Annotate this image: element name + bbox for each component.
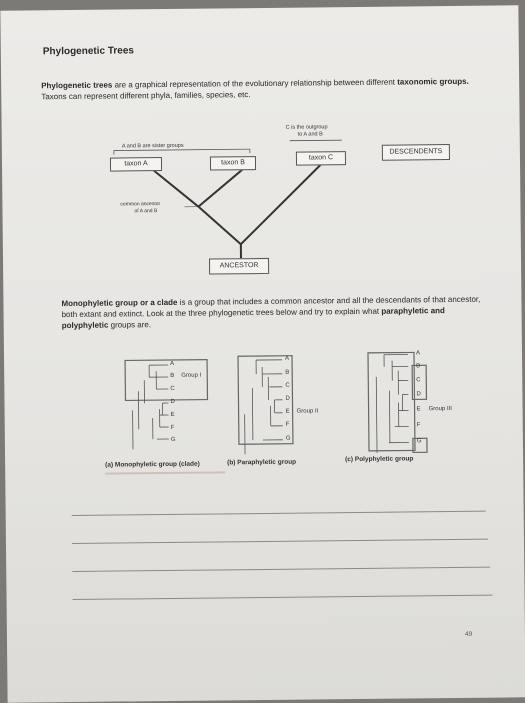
monophyletic-text-2: groups are. [108,320,151,329]
tree-c-letter-b: B [416,363,420,369]
tree-a-letter-c: C [170,386,174,392]
tree-a-letter-d: D [170,399,174,405]
intro-term-2: taxonomic groups. [397,77,469,87]
tree-b-letter-c: C [285,383,289,389]
taxon-c-box: taxon C [296,151,346,166]
intro-term: Phylogenetic trees [41,81,112,91]
page-title: Phylogenetic Trees [43,45,134,57]
tree-a-letter-g: G [171,437,176,443]
monophyletic-term: Monophyletic group or a clade [61,298,177,308]
tree-a-letter-f: F [171,425,175,431]
group-trees-figure [0,5,518,10]
worksheet-page [0,5,525,702]
tree-c-letter-c: C [416,377,420,383]
tree-b-letter-a: A [285,356,289,362]
answer-line-4 [73,595,493,600]
outgroup-label-1: C is the outgroup [286,124,328,130]
answer-line-2 [72,539,488,544]
answer-line-3 [72,567,490,572]
group-i-label: Group I [181,373,201,379]
group-iii-label: Group III [429,406,452,412]
descendents-box: DESCENDENTS [382,144,450,161]
tree-c-letter-a: A [416,350,420,356]
sister-groups-label: A and B are sister groups [122,143,184,150]
tree-c-letter-e: E [417,406,421,412]
answer-line-1 [72,511,486,516]
tree-b-letter-b: B [285,370,289,376]
caption-polyphyletic: (c) Polyphyletic group [345,455,413,463]
tree-b-letter-e: E [286,409,290,415]
page-number: 49 [465,631,472,638]
common-ancestor-label-1: common ancestor [120,201,160,207]
small-trees [0,5,523,510]
tree-c-letter-f: F [417,422,421,428]
ancestor-box: ANCESTOR [209,258,269,275]
tree-b-letter-d: D [285,396,289,402]
intro-text-2: Taxons can represent different phyla, families, species, etc. [41,90,250,101]
monophyletic-text: is a group that includes a common ancestor and all the descendants of that ancestor, both extant and extinct. Look at the three phylogenetic trees below and try to explain what [62,295,481,319]
intro-text-1: are a graphical representation of the evolutionary relationship between different [112,78,397,90]
taxon-b-box: taxon B [210,156,256,170]
taxon-a-box: taxon A [110,157,162,172]
common-ancestor-label-2: of A and B [134,208,157,214]
caption-monophyletic: (a) Monophyletic group (clade) [105,461,200,469]
tree-a-letter-b: B [170,373,174,379]
tree-c-letter-d: D [416,391,420,397]
tree-c-letter-g: G [417,438,422,444]
tree-a-letter-a: A [170,361,174,367]
caption-paraphyletic: (b) Paraphyletic group [227,459,296,467]
outgroup-label-2: to A and B [298,131,323,137]
tree-a-letter-e: E [171,412,175,418]
tree-b-letter-f: F [286,422,290,428]
tree-b-letter-g: G [286,436,291,442]
para-poly-term: paraphyletic and polyphyletic [62,306,445,330]
group-ii-label: Group II [297,408,319,414]
